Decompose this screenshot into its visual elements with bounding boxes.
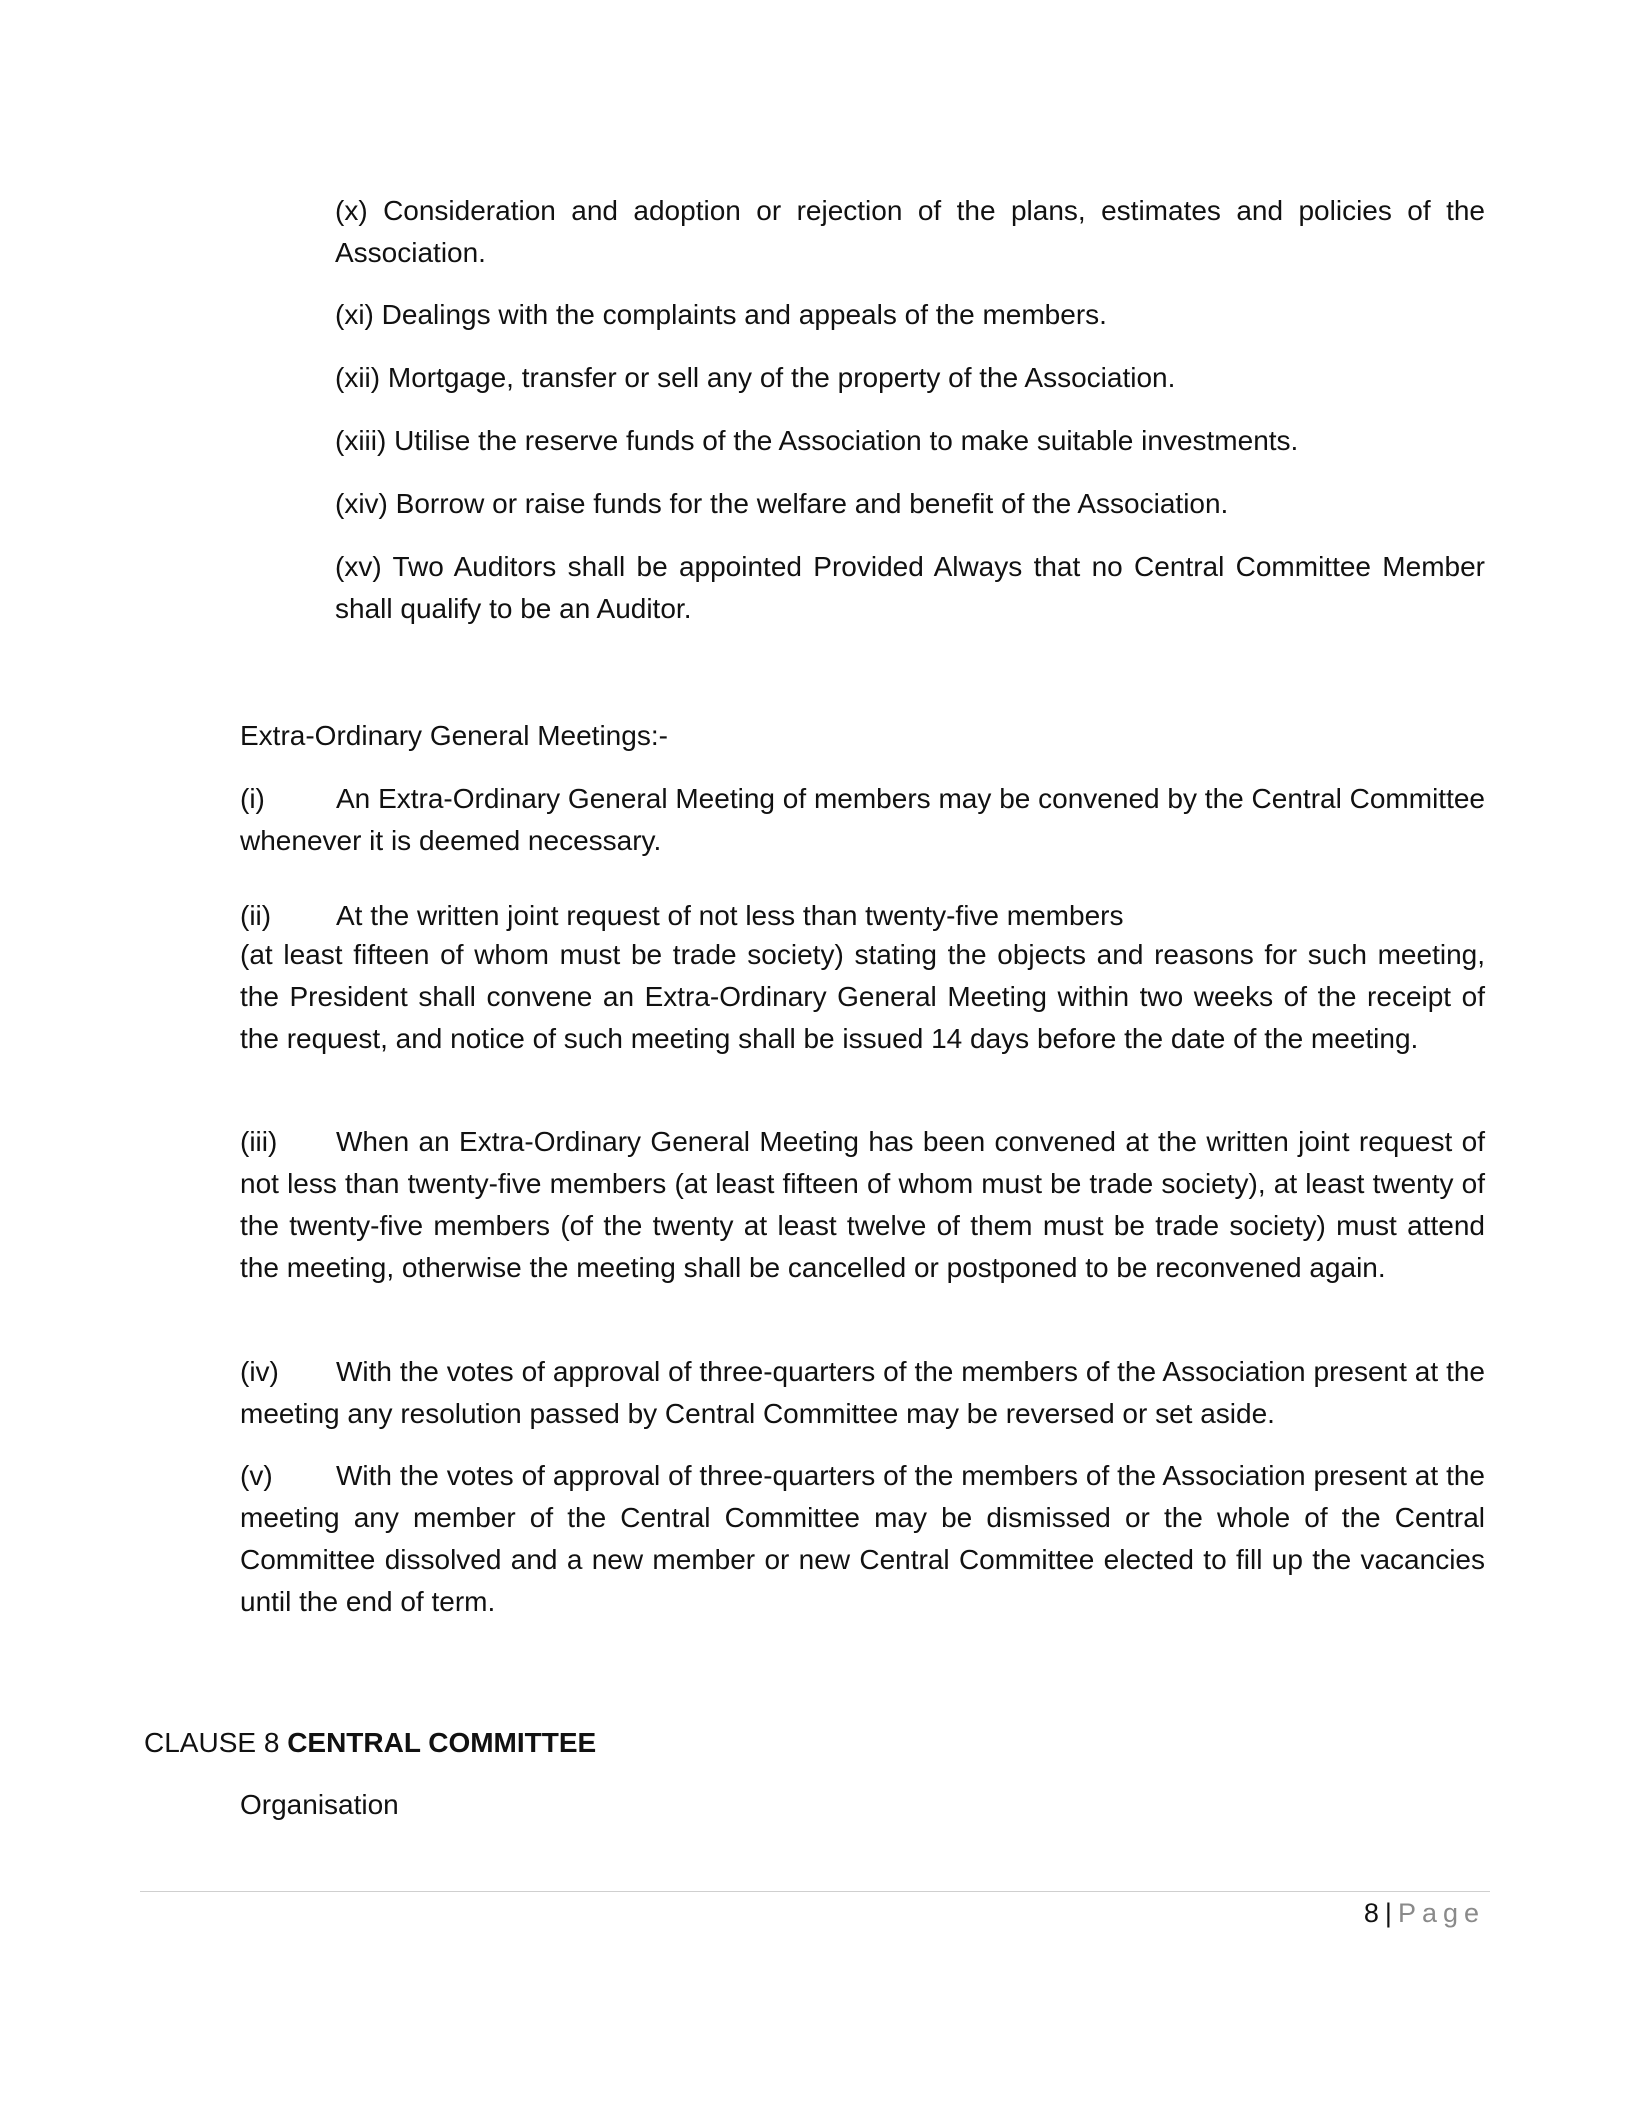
list-item-xv: (xv) Two Auditors shall be appointed Provided Always that no Central Committee Member shall qualify to be an Auditor. [335, 551, 1485, 624]
egm-item-text: With the votes of approval of three-quarters of the members of the Association present at the meeting any member of the Central Committee may be dismissed or the whole of the Central Committee dissolved and a new member or new Central Committee elected to fill up the vacancies until the end of term. [240, 1460, 1485, 1617]
list-item-xiv: (xiv) Borrow or raise funds for the welfare and benefit of the Association. [335, 488, 1229, 519]
egm-item-iii [240, 1121, 1485, 1289]
clause-title: CENTRAL COMMITTEE [287, 1727, 597, 1758]
egm-item-label: (i) [240, 783, 265, 814]
clause-heading [144, 1722, 596, 1764]
clause-prefix: CLAUSE 8 [144, 1727, 280, 1758]
egm-item-text: With the votes of approval of three-quarters of the members of the Association present at the meeting any resolution passed by Central Committee may be reversed or set aside. [240, 1356, 1485, 1429]
egm-item-label: (iv) [240, 1356, 279, 1387]
egm-item-v [240, 1455, 1485, 1623]
footer-divider [140, 1891, 1490, 1892]
list-item-xi: (xi) Dealings with the complaints and appeals of the members. [335, 299, 1107, 330]
egm-item-text: At the written joint request of not less than twenty-five members [336, 900, 1124, 931]
egm-item-ii-first-line [240, 895, 1485, 937]
list-item-x: (x) Consideration and adoption or rejection of the plans, estimates and policies of the Association. [335, 195, 1485, 268]
egm-item-label: (v) [240, 1460, 273, 1491]
clause-subheading: Organisation [240, 1789, 399, 1820]
footer-page-word: Page [1397, 1898, 1485, 1928]
egm-item-i [240, 778, 1485, 862]
footer-separator: | [1384, 1898, 1392, 1928]
list-item-xii: (xii) Mortgage, transfer or sell any of the property of the Association. [335, 362, 1176, 393]
egm-item-ii: (at least fifteen of whom must be trade society) stating the objects and reasons for such meeting, the President shall convene an Extra-Ordinary General Meeting within two weeks of the receipt of the request, and notice of such meeting shall be issued 14 days before the date of the meeting. [240, 939, 1485, 1054]
egm-item-iv [240, 1351, 1485, 1435]
egm-heading: Extra-Ordinary General Meetings:- [240, 720, 668, 751]
page-number: 8 [1363, 1898, 1379, 1928]
list-item-xiii: (xiii) Utilise the reserve funds of the Association to make suitable investments. [335, 425, 1299, 456]
egm-item-label: (ii) [240, 900, 272, 931]
egm-item-text: When an Extra-Ordinary General Meeting has been convened at the written joint request of not less than twenty-five members (at least fifteen of whom must be trade society), at least twenty of the twenty-five members (of the twenty at least twelve of them must be trade society) must attend the meeting, otherwise the meeting shall be cancelled or postponed to be reconvened again. [240, 1126, 1485, 1283]
egm-item-label: (iii) [240, 1126, 278, 1157]
page-footer [1364, 1893, 1485, 1933]
egm-item-text: An Extra-Ordinary General Meeting of members may be convened by the Central Committee whenever it is deemed necessary. [240, 783, 1485, 856]
